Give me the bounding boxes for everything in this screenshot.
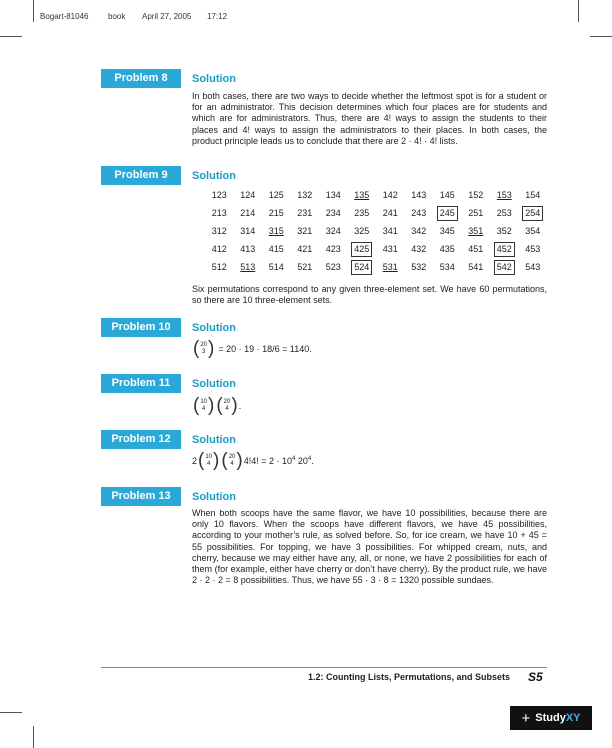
permutation-table	[205, 186, 547, 276]
permutation-value: 421	[297, 243, 313, 254]
problem-13-text: When both scoops have the same flavor, we have 10 possibilities, because there are only 10 flavors. When the scoops have different flavors, we have 45 possibilities, according to your mother’s rule, as solved before. So, for ice cream, we have 10 + 45 = 55 possibilities. For topping, we have 3 possibilities. For whipped cream, nuts, and cherry, because we may either have any, all, or none, we have 2 possibilities for each of them (for example, either have cherry or don’t have cherry). By the product rule, we have 2 · 2 · 2 = 8 possibilities. Thus, we have 55 · 3 · 8 = 1320 possible sundaes.	[192, 508, 547, 586]
eq-part: 4!4! = 2 · 10	[243, 455, 292, 466]
permutation-row	[205, 258, 547, 276]
studyxy-logo	[510, 706, 592, 730]
permutation-cell	[490, 186, 519, 204]
permutation-value: 512	[211, 261, 227, 272]
permutation-cell	[405, 186, 434, 204]
permutation-cell	[205, 186, 234, 204]
footer-rule	[101, 667, 547, 668]
permutation-cell	[462, 222, 491, 240]
crop-mark	[33, 0, 34, 22]
permutation-cell	[490, 222, 519, 240]
permutation-value: 153	[496, 189, 512, 200]
crop-mark	[590, 36, 612, 37]
permutation-value: 253	[496, 207, 512, 218]
permutation-cell	[519, 204, 548, 222]
binom-bottom: 3	[202, 348, 206, 355]
permutation-cell	[376, 204, 405, 222]
problem-9-text: Six permutations correspond to any given three-element set. We have 60 permutations, so there are 10 three-element sets.	[192, 284, 547, 306]
permutation-value: 453	[525, 243, 541, 254]
permutation-value: 354	[525, 225, 541, 236]
permutation-cell	[490, 204, 519, 222]
permutation-cell	[291, 204, 320, 222]
permutation-cell	[433, 204, 462, 222]
header-time: 17:12	[207, 12, 228, 21]
permutation-value: 452	[494, 242, 515, 257]
permutation-row	[205, 204, 547, 222]
permutation-cell	[376, 258, 405, 276]
permutation-cell	[519, 186, 548, 204]
permutation-cell	[405, 240, 434, 258]
problem-8-tab: Problem 8	[101, 69, 181, 88]
permutation-value: 352	[496, 225, 512, 236]
permutation-value: 531	[382, 261, 398, 272]
permutation-cell	[376, 186, 405, 204]
permutation-row	[205, 222, 547, 240]
permutation-value: 342	[411, 225, 427, 236]
permutation-cell	[262, 204, 291, 222]
permutation-value: 534	[439, 261, 455, 272]
permutation-value: 154	[525, 189, 541, 200]
binom-top: 20	[228, 453, 236, 460]
permutation-cell	[433, 240, 462, 258]
permutation-value: 524	[351, 260, 372, 275]
crop-mark	[578, 0, 579, 22]
permutation-cell	[462, 186, 491, 204]
header-code: Bogart-81046	[40, 12, 89, 21]
permutation-cell	[262, 240, 291, 258]
permutation-value: 241	[382, 207, 398, 218]
crop-mark	[0, 36, 22, 37]
permutation-value: 124	[240, 189, 256, 200]
binom-bottom: 4	[207, 460, 211, 467]
permutation-cell	[262, 186, 291, 204]
permutation-cell	[519, 222, 548, 240]
permutation-value: 243	[411, 207, 427, 218]
permutation-cell	[519, 240, 548, 258]
permutation-value: 132	[297, 189, 313, 200]
permutation-cell	[234, 258, 263, 276]
permutation-value: 251	[468, 207, 484, 218]
binomial: ( 20 3 )	[193, 338, 215, 359]
binom-bottom: 4	[202, 405, 206, 412]
binom-bottom: 4	[225, 405, 229, 412]
permutation-value: 521	[297, 261, 313, 272]
permutation-cell	[405, 222, 434, 240]
permutation-cell	[348, 186, 377, 204]
permutation-cell	[262, 222, 291, 240]
permutation-cell	[348, 240, 377, 258]
permutation-value: 213	[211, 207, 227, 218]
permutation-cell	[405, 258, 434, 276]
problem-13-solution-title: Solution	[192, 491, 236, 503]
permutation-value: 341	[382, 225, 398, 236]
problem-10-tab: Problem 10	[101, 318, 181, 337]
permutation-value: 314	[240, 225, 256, 236]
permutation-cell	[376, 240, 405, 258]
permutation-cell	[262, 258, 291, 276]
permutation-cell	[462, 204, 491, 222]
problem-12-math	[192, 451, 314, 470]
permutation-value: 532	[411, 261, 427, 272]
permutation-cell	[291, 240, 320, 258]
problem-10-math	[192, 339, 312, 358]
plus-icon: +	[521, 709, 531, 727]
permutation-cell	[433, 222, 462, 240]
permutation-value: 254	[522, 206, 543, 221]
problem-11-solution-title: Solution	[192, 378, 236, 390]
permutation-value: 514	[268, 261, 284, 272]
crop-mark	[0, 712, 22, 713]
permutation-value: 324	[325, 225, 341, 236]
permutation-value: 214	[240, 207, 256, 218]
permutation-value: 152	[468, 189, 484, 200]
permutation-cell	[490, 258, 519, 276]
permutation-cell	[234, 204, 263, 222]
permutation-cell	[291, 186, 320, 204]
permutation-value: 351	[468, 225, 484, 236]
permutation-cell	[205, 204, 234, 222]
permutation-cell	[405, 204, 434, 222]
permutation-cell	[234, 240, 263, 258]
permutation-value: 145	[439, 189, 455, 200]
problem-12-solution-title: Solution	[192, 434, 236, 446]
section-title: Counting Lists, Permutations, and Subsets	[326, 672, 511, 682]
problem-10-result: = 20 · 19 · 18/6 = 1140.	[218, 343, 312, 354]
permutation-value: 321	[297, 225, 313, 236]
permutation-value: 431	[382, 243, 398, 254]
permutation-cell	[462, 240, 491, 258]
permutation-value: 413	[240, 243, 256, 254]
permutation-cell	[234, 222, 263, 240]
permutation-value: 143	[411, 189, 427, 200]
permutation-value: 451	[468, 243, 484, 254]
binom-top: 20	[223, 398, 231, 405]
permutation-cell	[319, 240, 348, 258]
logo-study: Study	[535, 712, 566, 724]
permutation-value: 435	[439, 243, 455, 254]
binomial: ( 20 4 )	[221, 450, 243, 471]
permutation-row	[205, 186, 547, 204]
permutation-value: 315	[268, 225, 284, 236]
permutation-cell	[490, 240, 519, 258]
permutation-cell	[376, 222, 405, 240]
eq-part: .	[311, 455, 314, 466]
permutation-value: 423	[325, 243, 341, 254]
permutation-cell	[348, 258, 377, 276]
permutation-value: 134	[325, 189, 341, 200]
exponent: 4	[292, 455, 296, 462]
permutation-value: 513	[240, 261, 256, 272]
permutation-value: 142	[382, 189, 398, 200]
problem-12-equation	[244, 456, 314, 466]
logo-xy: XY	[565, 712, 581, 724]
permutation-cell	[319, 258, 348, 276]
permutation-cell	[319, 204, 348, 222]
crop-mark	[33, 726, 34, 748]
permutation-cell	[433, 258, 462, 276]
permutation-cell	[348, 204, 377, 222]
permutation-value: 312	[211, 225, 227, 236]
permutation-cell	[319, 186, 348, 204]
permutation-value: 215	[268, 207, 284, 218]
problem-9-tab: Problem 9	[101, 166, 181, 185]
exponent: 4	[307, 455, 312, 462]
page-number: S5	[528, 670, 543, 684]
binom-top: 10	[200, 398, 208, 405]
binom-top: 10	[205, 453, 213, 460]
permutation-cell	[291, 222, 320, 240]
permutation-cell	[205, 258, 234, 276]
problem-8-text: In both cases, there are two ways to decide whether the leftmost spot is for a student or for an administrator. This decision determines which four places are for students and which are for administrators. Thus, there are 4! ways to assign the students to their places and 4! ways to assign the administrators to their places. In both cases, the product principle leads us to conclude that there are 2 · 4! · 4! lists.	[192, 91, 547, 146]
problem-9-solution-title: Solution	[192, 170, 236, 182]
binom-bottom: 4	[230, 460, 234, 467]
permutation-value: 135	[354, 189, 370, 200]
permutation-cell	[205, 240, 234, 258]
permutation-value: 543	[525, 261, 541, 272]
permutation-value: 345	[439, 225, 455, 236]
permutation-cell	[348, 222, 377, 240]
permutation-value: 231	[297, 207, 313, 218]
permutation-value: 125	[268, 189, 284, 200]
section-number: 1.2:	[308, 672, 324, 682]
permutation-row	[205, 240, 547, 258]
problem-12-tab: Problem 12	[101, 430, 181, 449]
permutation-value: 542	[494, 260, 515, 275]
binomial: ( 10 4 )	[198, 450, 220, 471]
eq-part: 20	[295, 455, 308, 466]
permutation-value: 415	[268, 243, 284, 254]
permutation-value: 245	[437, 206, 458, 221]
permutation-cell	[433, 186, 462, 204]
permutation-value: 235	[354, 207, 370, 218]
permutation-cell	[462, 258, 491, 276]
permutation-cell	[319, 222, 348, 240]
permutation-value: 432	[411, 243, 427, 254]
binom-top: 20	[200, 341, 208, 348]
permutation-value: 541	[468, 261, 484, 272]
problem-8-solution-title: Solution	[192, 73, 236, 85]
permutation-cell	[234, 186, 263, 204]
permutation-value: 123	[211, 189, 227, 200]
binomial: ( 20 4 )	[216, 395, 238, 416]
problem-10-solution-title: Solution	[192, 322, 236, 334]
permutation-value: 425	[351, 242, 372, 257]
permutation-cell	[205, 222, 234, 240]
permutation-cell	[291, 258, 320, 276]
permutation-value: 523	[325, 261, 341, 272]
problem-12-prefix: 2	[192, 455, 198, 466]
problem-13-tab: Problem 13	[101, 487, 181, 506]
permutation-value: 234	[325, 207, 341, 218]
permutation-cell	[519, 258, 548, 276]
problem-11-period: .	[238, 400, 242, 411]
binomial: ( 10 4 )	[193, 395, 215, 416]
permutation-value: 325	[354, 225, 370, 236]
problem-11-math	[192, 396, 241, 415]
header-date: April 27, 2005	[142, 12, 192, 21]
footer-section	[308, 672, 510, 682]
header-type: book	[108, 12, 126, 21]
permutation-value: 412	[211, 243, 227, 254]
problem-11-tab: Problem 11	[101, 374, 181, 393]
